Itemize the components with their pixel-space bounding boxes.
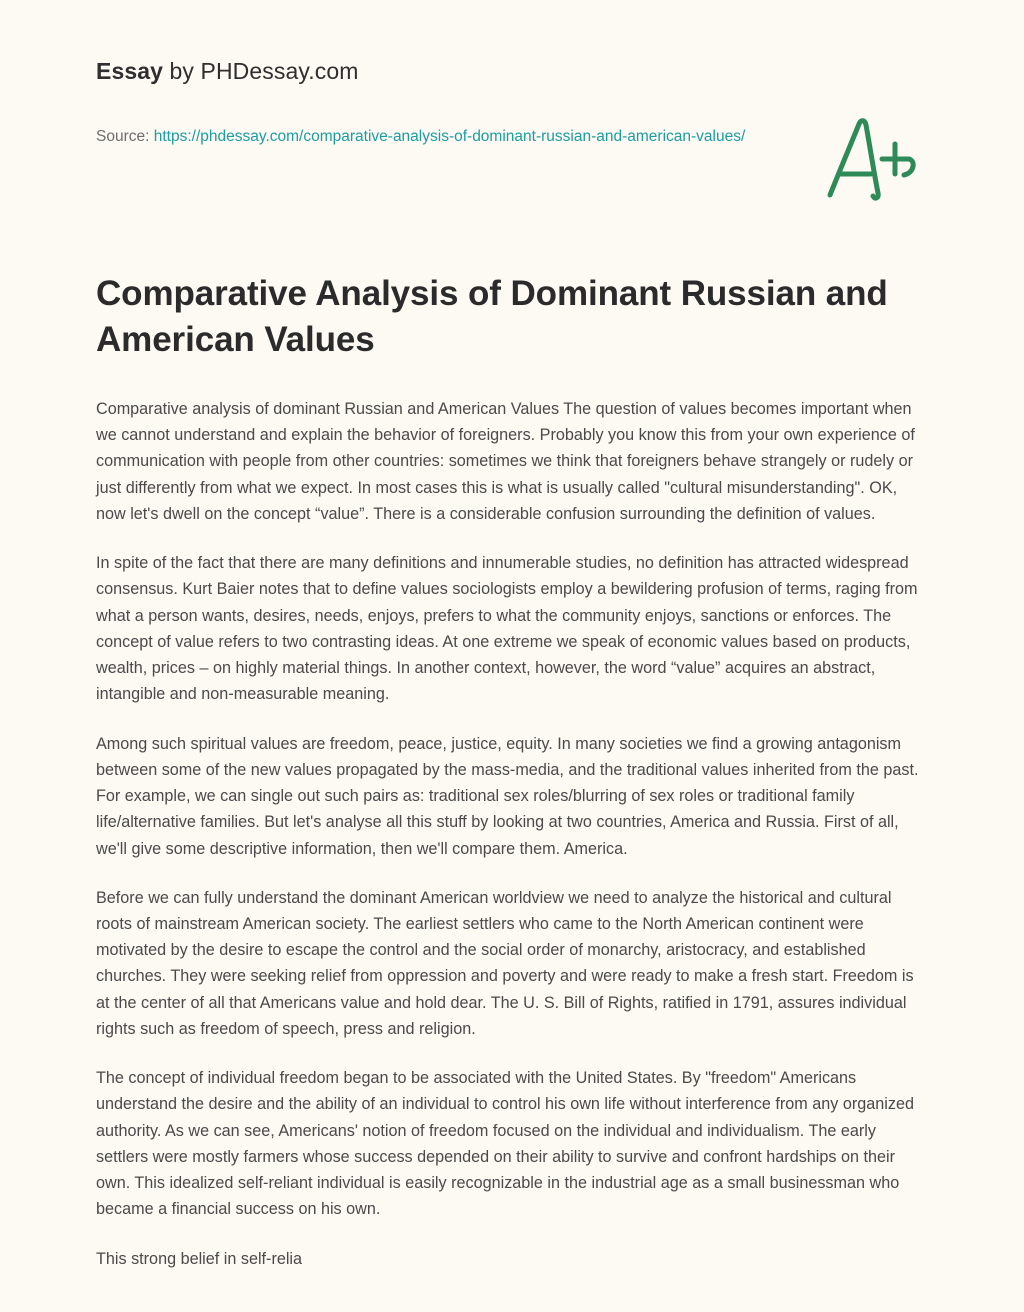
phdessay-logo bbox=[812, 111, 922, 207]
source-label: Source: bbox=[96, 128, 154, 145]
article-body bbox=[96, 396, 928, 1272]
brand-name: PHDessay.com bbox=[200, 58, 359, 84]
source-text bbox=[96, 125, 745, 149]
paragraph: This strong belief in self-relia bbox=[96, 1249, 303, 1268]
paragraph: In spite of the fact that there are many definitions and innumerable studies, no definition has attracted widespread consensus. Kurt Baier notes that to define values sociologists employ a bewildering profusion of terms, raging from what a person wants, desires, needs, enjoys, prefers to what the community enjoys, sanctions or enforces. The concept of value refers to two contrasting ideas. At one extreme we speak of economic values based on products, wealth, prices – on highly material things. In another context, however, the word “value” acquires an abstract, intangible and non-measurable meaning. bbox=[96, 554, 918, 704]
paragraph: Among such spiritual values are freedom, peace, justice, equity. In many societies we find a growing antagonism between some of the new values propagated by the mass-media, and the traditional values inherited from the past. For example, we can single out such pairs as: traditional sex roles/blurring of sex roles or traditional family life/alternative families. But let's analyse all this stuff by looking at two countries, America and Russia. First of all, we'll give some descriptive information, then we'll compare them. America. bbox=[96, 734, 919, 858]
paragraph: Comparative analysis of dominant Russian and American Values The question of values becomes important when we cannot understand and explain the behavior of foreigners. Probably you know this from your own experience of communication with people from other countries: sometimes we think that foreigners behave strangely or rudely or just differently from what we expect. In most cases this is what is usually called "cultural misunderstanding". OK, now let's dwell on the concept “value”. There is a considerable confusion surrounding the definition of values. bbox=[96, 400, 915, 523]
source-row bbox=[96, 125, 928, 207]
page-title: Comparative Analysis of Dominant Russian and American Values bbox=[96, 274, 888, 359]
source-url-link[interactable]: https://phdessay.com/comparative-analysis-of-dominant-russian-and-american-values/ bbox=[153, 128, 746, 145]
essay-byline bbox=[96, 58, 928, 85]
paragraph: Before we can fully understand the dominant American worldview we need to analyze the historical and cultural roots of mainstream American society. The earliest settlers who came to the North American continent were motivated by the desire to escape the control and the social order of monarchy, aristocracy, and established churches. They were seeking relief from oppression and poverty and were ready to make a fresh start. Freedom is at the center of all that Americans value and hold dear. The U. S. Bill of Rights, ratified in 1791, assures individual rights such as freedom of speech, press and religion. bbox=[96, 888, 914, 1038]
by-word: by bbox=[163, 58, 201, 84]
essay-word: Essay bbox=[96, 58, 164, 84]
paragraph: The concept of individual freedom began to be associated with the United States. By "freedom" Americans understand the desire and the ability of an individual to control his own life without interference from any organized authority. As we can see, Americans' notion of freedom focused on the individual and individualism. The early settlers were mostly farmers whose success depended on their ability to survive and confront hardships on their own. This idealized self-reliant individual is easily recognizable in the industrial age as a small businessman who became a financial success on his own. bbox=[96, 1069, 914, 1219]
